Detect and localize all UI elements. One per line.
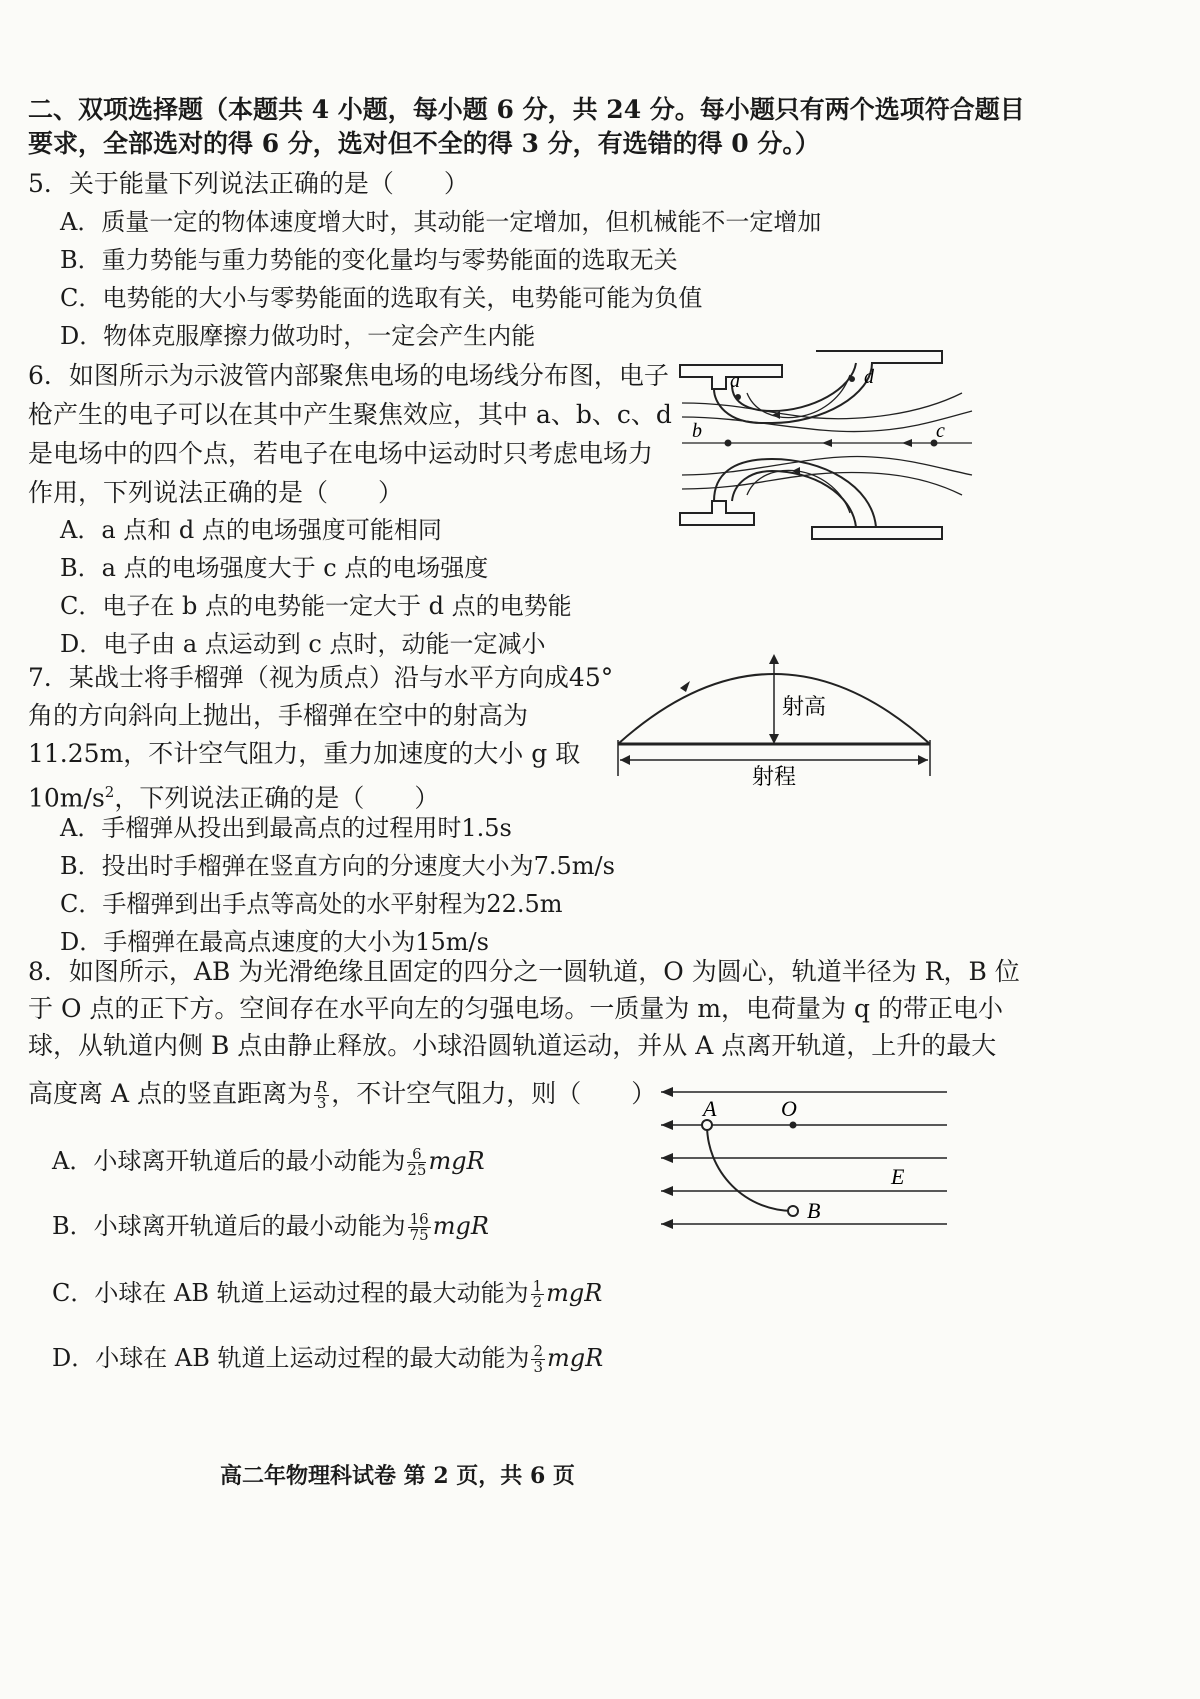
q7-stem-line3: 11.25m，不计空气阻力，重力加速度的大小 g 取: [28, 739, 581, 768]
q6-stem-line3: 是电场中的四个点，若电子在电场中运动时只考虑电场力: [28, 439, 654, 468]
q7-option-c: C．手榴弹到出手点等高处的水平射程为22.5m: [60, 890, 563, 918]
q8-option-b: B．小球离开轨道后的最小动能为 $\frac{16}{75}$ mgR: [52, 1210, 489, 1244]
q8-track-figure: [655, 1082, 955, 1242]
q8-label-A: A: [703, 1096, 717, 1121]
section-title-line1: 二、双项选择题（本题共 4 小题，每小题 6 分，共 24 分。每小题只有两个选项符合题目: [28, 95, 1025, 124]
q8-stem-line1: 8．如图所示，AB 为光滑绝缘且固定的四分之一圆轨道，O 为圆心，轨道半径为 R，B 位: [28, 957, 1020, 986]
q6-option-c: C．电子在 b 点的电势能一定大于 d 点的电势能: [60, 592, 572, 620]
q6-label-a: a: [730, 370, 740, 392]
q6-option-a: A．a 点和 d 点的电场强度可能相同: [60, 516, 442, 544]
page-footer: 高二年物理科试卷 第 2 页，共 6 页: [220, 1463, 575, 1489]
q8-label-E: E: [891, 1164, 905, 1189]
q8-option-d: D．小球在 AB 轨道上运动过程的最大动能为 $\frac{2}{3}$ mgR: [52, 1342, 604, 1376]
q6-label-d: d: [864, 366, 874, 388]
q6-stem-line1: 6．如图所示为示波管内部聚焦电场的电场线分布图，电子: [28, 361, 669, 390]
q6-option-d: D．电子由 a 点运动到 c 点时，动能一定减小: [60, 630, 546, 658]
q5-option-a: A．质量一定的物体速度增大时，其动能一定增加，但机械能不一定增加: [60, 208, 822, 236]
q8-label-O: O: [781, 1096, 797, 1121]
q6-stem-line4: 作用，下列说法正确的是（ ）: [28, 478, 404, 507]
q8-stem-line2: 于 O 点的正下方。空间存在水平向左的匀强电场。一质量为 m，电荷量为 q 的带正电小: [28, 994, 1003, 1023]
q7-stem-line1: 7．某战士将手榴弹（视为质点）沿与水平方向成45°: [28, 663, 614, 692]
q7-projectile-figure: [612, 648, 942, 788]
q6-field-line-figure: [672, 345, 1032, 595]
section-title-line2: 要求，全部选对的得 6 分，选对但不全的得 3 分，有选错的得 0 分。）: [28, 129, 820, 158]
q5-stem: 5．关于能量下列说法正确的是（ ）: [28, 169, 469, 198]
q6-label-b: b: [692, 420, 702, 442]
q8-label-B: B: [807, 1198, 821, 1223]
q5-option-d: D．物体克服摩擦力做功时，一定会产生内能: [60, 322, 536, 350]
q8-option-c: C．小球在 AB 轨道上运动过程的最大动能为 $\frac{1}{2}$ mgR: [52, 1277, 603, 1311]
q8-stem-line4: 高度离 A 点的竖直距离为 $\frac{R}{3}$ ，不计空气阻力，则（ ）: [28, 1078, 657, 1112]
q5-option-b: B．重力势能与重力势能的变化量均与零势能面的选取无关: [60, 246, 678, 274]
q7-option-a: A．手榴弹从投出到最高点的过程用时1.5s: [60, 814, 512, 842]
q8-stem-line3: 球，从轨道内侧 B 点由静止释放。小球沿圆轨道运动，并从 A 点离开轨道，上升的最大: [28, 1031, 997, 1060]
q6-stem-line2: 枪产生的电子可以在其中产生聚焦效应，其中 a、b、c、d: [28, 400, 672, 429]
q7-stem-line2: 角的方向斜向上抛出，手榴弹在空中的射高为: [28, 701, 529, 730]
q7-option-b: B．投出时手榴弹在竖直方向的分速度大小为7.5m/s: [60, 852, 615, 880]
q6-option-b: B．a 点的电场强度大于 c 点的电场强度: [60, 554, 489, 582]
q5-option-c: C．电势能的大小与零势能面的选取有关，电势能可能为负值: [60, 284, 703, 312]
q7-stem-line4: $10m/s^2$，下列说法正确的是（ ）: [28, 783, 440, 813]
q7-label-range: 射程: [752, 764, 797, 788]
q7-option-d: D．手榴弹在最高点速度的大小为15m/s: [60, 928, 489, 956]
q7-label-height: 射高: [782, 694, 827, 719]
q6-label-c: c: [936, 420, 945, 442]
q8-option-a: A．小球离开轨道后的最小动能为 $\frac{6}{25}$ mgR: [52, 1145, 485, 1179]
